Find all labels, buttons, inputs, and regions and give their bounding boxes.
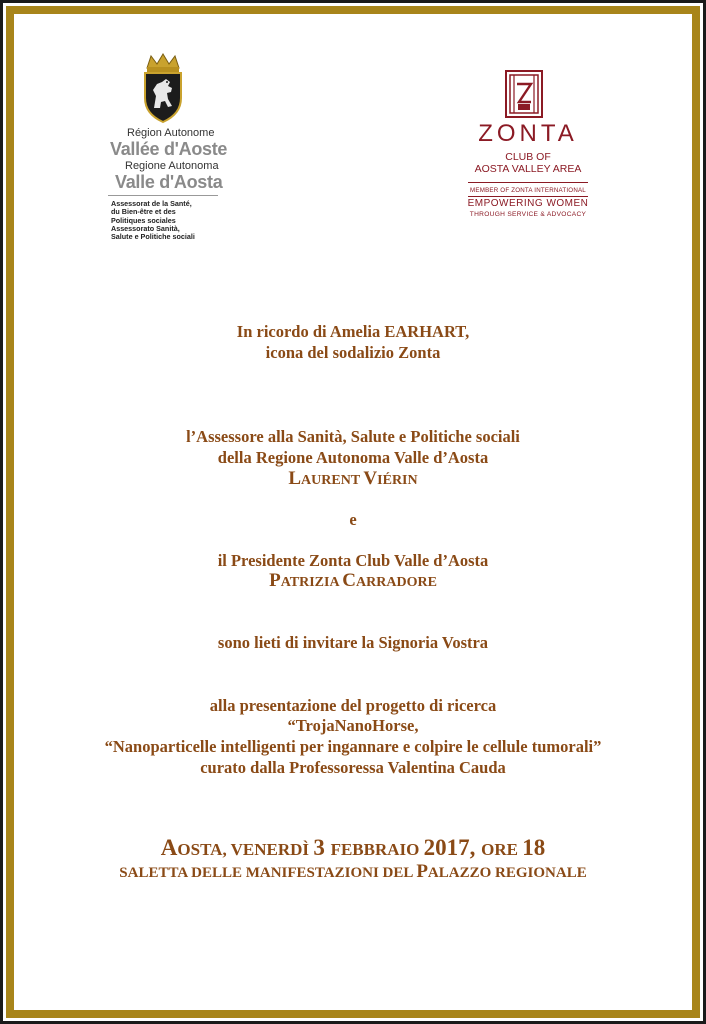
zonta-logo: [462, 70, 594, 230]
president-name-part: ARRADORE: [356, 575, 437, 590]
region-name-it: Regione Autonoma: [125, 160, 219, 172]
zonta-empowering: EMPOWERING WOMEN: [467, 198, 589, 209]
date-part: 18: [522, 835, 546, 860]
zonta-club-line2: AOSTA VALLEY AREA: [474, 163, 582, 175]
memory-line-1: In ricordo di Amelia EARHART,: [236, 322, 470, 341]
region-department: Assessorat de la Santé, du Bien-être et des Politiques sociales Assessorato Sanità, Salute e Politiche sociali: [111, 199, 195, 242]
region-name-fr: Région Autonome: [127, 127, 215, 139]
region-logo: [108, 52, 228, 247]
president-name-part: P: [269, 570, 281, 591]
assessor-name: [30, 469, 676, 491]
presentation-line-3: “Nanoparticelle intelligenti per ingannare e colpire le cellule tumorali”: [104, 737, 602, 756]
date-part: OSTA, VENERDÌ: [177, 840, 314, 859]
conjunction: e: [349, 510, 357, 529]
presentation-line-1: alla presentazione del progetto di ricerca: [209, 696, 497, 715]
president-name-part: ATRIZIA: [280, 575, 343, 590]
date-part: A: [160, 835, 178, 860]
date-part: 2017,: [423, 835, 482, 860]
presentation-line-4: curato dalla Professoressa Valentina Cauda: [200, 758, 506, 777]
date-part: ORE: [481, 840, 523, 859]
assessor-line-2: della Regione Autonoma Valle d’Aosta: [217, 448, 489, 467]
assessor-name-part: V: [363, 468, 378, 489]
presentation-line-2: “TrojaNanoHorse,: [287, 716, 419, 735]
date-part: FEBBRAIO: [330, 840, 424, 859]
president-name: [30, 571, 676, 593]
memory-line-2: icona del sodalizio Zonta: [265, 343, 441, 362]
president-line: il Presidente Zonta Club Valle d’Aosta: [217, 551, 489, 570]
zonta-through: THROUGH SERVICE & ADVOCACY: [469, 211, 587, 218]
zonta-divider-1: [468, 182, 588, 183]
event-date: [30, 836, 676, 862]
assessor-name-part: IÉRIN: [377, 473, 418, 488]
region-divider: [108, 195, 218, 196]
assessor-name-part: L: [288, 468, 302, 489]
event-venue: [30, 861, 676, 884]
assessor-name-part: AURENT: [301, 473, 364, 488]
venue-part: P: [416, 861, 428, 882]
zonta-emblem-icon: [505, 70, 543, 118]
assessor-line-1: l’Assessore alla Sanità, Salute e Politiche sociali: [186, 427, 520, 446]
invite-line: sono lieti di invitare la Signoria Vostra: [217, 633, 489, 652]
region-coat-of-arms-icon: [137, 52, 189, 124]
region-valle-it: Valle d'Aosta: [115, 172, 223, 192]
zonta-member: MEMBER OF ZONTA INTERNATIONAL: [470, 187, 586, 194]
venue-part: ALAZZO REGIONALE: [427, 865, 587, 881]
zonta-club-line1: CLUB OF: [505, 151, 551, 163]
zonta-name: ZONTA: [478, 120, 578, 147]
region-valle-fr: Vallée d'Aoste: [110, 139, 228, 159]
date-part: 3: [313, 835, 331, 860]
president-name-part: C: [342, 570, 357, 591]
zonta-divider-2: [468, 196, 588, 197]
venue-part: SALETTA DELLE MANIFESTAZIONI DEL: [119, 865, 417, 881]
